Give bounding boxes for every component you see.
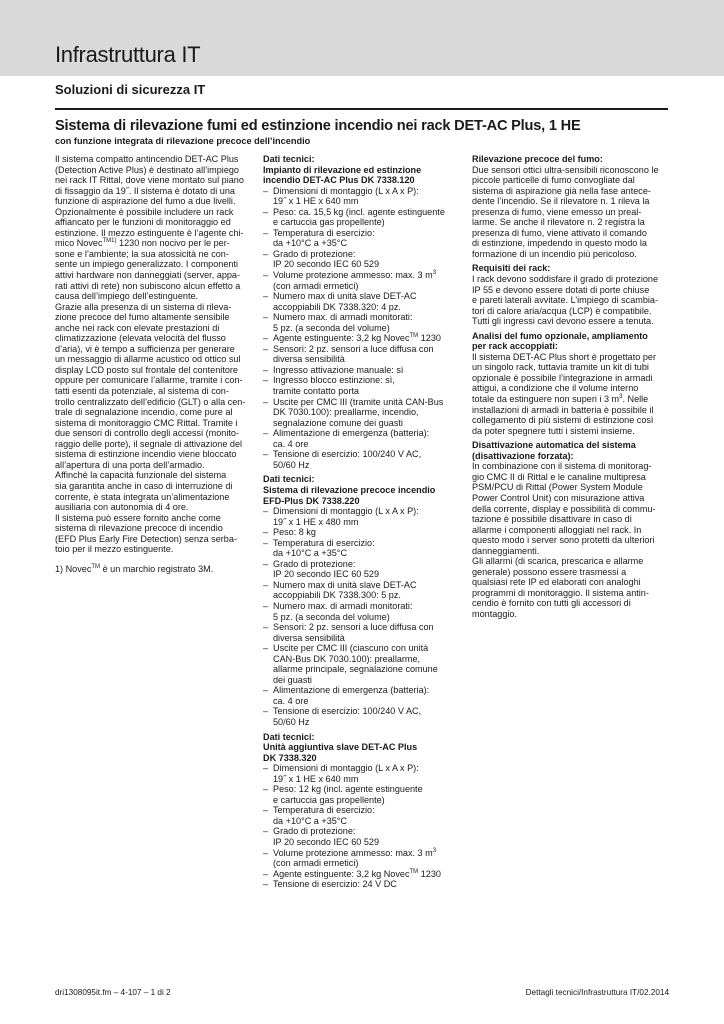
intro-line: (EFD Plus Early Fire Detection) senza serba- [55,533,237,544]
spec-item: – Dimensioni di montaggio (L x A x P): 19˝ x 1 HE x 640 mm [263,186,463,207]
spec-item: – Alimentazione di emergenza (batteria): ca. 4 ore [263,428,463,449]
feature-line: programmi di monitoraggio. Il sistema antin- [472,587,649,598]
spec-item: – Sensori: 2 pz. sensori a luce diffusa con diversa sensibilità [263,622,463,643]
column-intro [55,154,255,574]
intro-line: climatizzazione (elevata velocità del flusso [55,333,226,344]
feature-line: e pareti laterali avvitate. L’impiego di scambia- [472,295,659,306]
page-title: Infrastruttura IT [55,42,201,67]
column-features [472,154,672,620]
intro-line: Il sistema può essere fornito anche come [55,512,221,523]
spec-item: – Agente estinguente: 3,2 kg Novec™ 1230 [263,869,463,880]
spec-item: – Grado di protezione: IP 20 secondo IEC 60 529 [263,826,463,847]
spec-item: – Numero max di unità slave DET-AC accoppiabili DK 7338.320: 4 pz. [263,291,463,312]
feature-line: questo modo i server sono protetti da ulteriori [472,535,655,546]
feature-line: PSM/PCU di Rittal (Power System Module [472,482,643,493]
spec-item: – Grado di protezione: IP 20 secondo IEC 60 529 [263,249,463,270]
feature-line: dente l’incendio. Se il rilevatore n. 1 rileva la [472,196,650,207]
intro-line: oppure per comunicare l’allarme, tramite i con- [55,375,243,386]
feature-line: Power Control Unit) con misurazione attiva [472,492,645,503]
spec-item: – Tensione di esercizio: 100/240 V AC, 50/60 Hz [263,706,463,727]
spec-item: – Ingresso blocco estinzione: sì, tramite contatto porta [263,375,463,396]
footer-document-info: Dettagli tecnici/Infrastruttura IT/02.2014 [525,988,669,997]
intro-line: Affinché la capacità funzionale del sistema [55,470,227,481]
spec-item: – Volume protezione ammesso: max. 3 $m^3$ (con armadi ermetici) [263,848,463,869]
feature-heading: Rilevazione precoce del fumo: [472,154,603,164]
feature-line: presenza di fumo, viene attivato il comando [472,227,647,238]
intro-line: sistema di estinzione incendio viene bloccato [55,449,237,460]
feature-line: formazione di un incendio più pericoloso. [472,248,637,259]
spec-item: – Numero max. di armadi monitorati: 5 pz. (a seconda del volume) [263,312,463,333]
feature-line: generale) possono essere trasmessi a [472,566,627,577]
spec-item: – Volume protezione ammesso: max. 3 $m^3$ (con armadi ermetici) [263,270,463,291]
spec-item: – Numero max di unità slave DET-AC accoppiabili DK 7338.300: 5 pz. [263,580,463,601]
feature-heading: Analisi del fumo opzionale, ampliamento [472,330,648,341]
intro-line: toio per il mezzo estinguente. [55,544,174,555]
spec-item: – Dimensioni di montaggio (L x A x P): 19˝ x 1 HE x 640 mm [263,763,463,784]
spec-block-title: Sistema di rilevazione precoce incendio [263,484,436,495]
feature-line: I rack devono soddisfare il grado di protezione [472,274,659,285]
feature-line: tori di calore aria/acqua (LCP) è compatibile. [472,305,652,316]
intro-line: Grazie alla presenza di un sistema di rileva- [55,301,232,312]
spec-block-label: Dati tecnici: [263,731,315,742]
feature-line: piccole particelle di fumo convogliate dal [472,175,635,186]
intro-line: un messaggio di allarme acustico od ottico sul [55,354,241,365]
feature-line: qualsiasi rete IP ed elaborati con analoghi [472,577,641,588]
feature-line: collegamento di più sistemi di estinzione così [472,415,654,426]
intro-line: sente un impiego generalizzato. I componenti [55,259,238,270]
spec-item: – Uscite per CMC III (tramite unità CAN-Bus DK 7030.100): preallarme, incendio, segnalazione comune dei guasti [263,397,463,429]
intro-line: sistema di monitoraggio CMC Rittal. Tramite i [55,417,238,428]
feature-line: larme. Se anche il rilevatore n. 2 registra la [472,217,645,228]
intro-line: display LCD posto sul frontale del contenitore [55,364,238,375]
spec-item: – Sensori: 2 pz. sensori a luce diffusa con diversa sensibilità [263,344,463,365]
intro-line: affiancato per le funzioni di monitoraggio ed [55,217,231,228]
divider [55,108,668,110]
spec-block-title: DK 7338.320 [263,752,317,763]
intro-line: Opzionalmente è possibile includere un rack [55,206,234,217]
feature-line: sistema di aspirazione già nella fase antece- [472,185,651,196]
intro-line: raggio delle porte), il segnale di attivazione del [55,438,243,449]
feature-line: della corrente, display e possibilità di commu- [472,503,656,514]
spec-block-title: EFD-Plus DK 7338.220 [263,495,360,506]
spec-item: – Tensione di esercizio: 100/240 V AC, 50/60 Hz [263,449,463,470]
column-technical-data [263,154,463,890]
footnote: 1) Novec™ è un marchio registrato 3M. [55,563,214,574]
feature-line: totale da estinguere non superi i 3 $m^3$. Nelle [472,394,649,405]
intro-line: causa dell’impiego dell’estinguente. [55,291,199,302]
intro-line: estinzione. Il mezzo estinguente è l’agente chi- [55,227,244,238]
feature-heading: Disattivazione automatica del sistema [472,440,636,451]
intro-line: sistema di rilevazione precoce di incendio [55,523,223,534]
spec-list [263,506,463,727]
feature-line: presenza di fumo, viene emesso un preal- [472,206,642,217]
feature-line: da poter spegnere tutti i sistemi insieme. [472,425,635,436]
feature-line: In combinazione con il sistema di monitorag- [472,461,652,472]
intro-line: (Detection Active Plus) è destinato all’impiego [55,164,239,175]
spec-item: – Peso: 12 kg (incl. agente estinguente e cartuccia gas propellente) [263,784,463,805]
feature-line: allarme i componenti alloggiati nel rack. In [472,524,642,535]
feature-line: Tutti gli ingressi cavi devono essere a tenuta. [472,316,654,327]
spec-block-title: Impianto di rilevazione ed estinzione [263,164,422,175]
intro-line: d’aria), vi è tempo a sufficienza per generare [55,343,235,354]
feature-line: installazioni di armadi in batteria è possibile il [472,404,654,415]
intro-line: di fissaggio da 19˝. Il sistema è dotato di una [55,185,235,196]
spec-item: – Alimentazione di emergenza (batteria): ca. 4 ore [263,685,463,706]
spec-item: – Temperatura di esercizio: da +10°C a +35°C [263,538,463,559]
intro-line: due sensori di controllo degli accessi (monito- [55,428,239,439]
intro-line: funzione di aspirazione del fumo a due livelli. [55,196,236,207]
intro-line: sone e l’ambiente; la sua atossicità ne con- [55,248,229,259]
feature-heading: Requisiti dei rack: [472,263,551,274]
feature-line: IP 55 e devono essere dotati di porte chiuse [472,284,650,295]
spec-item: – Peso: 8 kg [263,527,463,538]
intro-line: nei rack IT Rittal, dove viene montato sul piano [55,175,244,186]
feature-heading: (disattivazione forzata): [472,450,574,461]
spec-item: – Temperatura di esercizio: da +10°C a +35°C [263,228,463,249]
spec-item: – Agente estinguente: 3,2 kg Novec™ 1230 [263,333,463,344]
article-heading: Sistema di rilevazione fumi ed estinzione incendio nei rack DET-AC Plus, 1 HE [55,118,581,134]
intro-line: mico Novec$^{TM1)}$ 1230 non nocivo per le per- [55,238,230,249]
feature-line: gio CMC II di Rittal e le canaline multipresa [472,471,646,482]
feature-line: di estinzione, impedendo in questo modo la [472,238,647,249]
spec-block-title: incendio DET-AC Plus DK 7338.120 [263,175,415,186]
intro-line: Il sistema compatto antincendio DET-AC Plus [55,154,239,164]
section-title: Soluzioni di sicurezza IT [55,82,206,97]
intro-line: anche nei rack con elevate prestazioni di [55,322,220,333]
feature-line: Il sistema DET-AC Plus short è progettato per [472,351,656,362]
feature-line: danneggiamenti. [472,545,540,556]
spec-item: – Dimensioni di montaggio (L x A x P): 19˝ x 1 HE x 480 mm [263,506,463,527]
feature-line: un singolo rack, tuttavia tramite un kit di tubi [472,362,649,373]
intro-line: corrente, è stata integrata un’alimentazione [55,491,230,502]
spec-list [263,186,463,471]
intro-line: trale di segnalazione incendio, come pure al [55,407,233,418]
spec-item: – Numero max. di armadi monitorati: 5 pz. (a seconda del volume) [263,601,463,622]
footer-file-reference: dri1308095it.fm – 4-107 – 1 di 2 [55,988,171,997]
feature-heading: per rack accoppiati: [472,341,558,352]
intro-line: rati attivi di rete) non subiscono alcun effetto a [55,280,241,291]
spec-item: – Peso: ca. 15,5 kg (incl. agente estinguente e cartuccia gas propellente) [263,207,463,228]
spec-block-label: Dati tecnici: [263,154,315,164]
spec-item: – Ingresso attivazione manuale: sì [263,365,463,376]
intro-line: attivi hardware non danneggiati (server, appa- [55,270,241,281]
spacer [55,555,255,559]
intro-line: sia garantita anche in caso di interruzione di [55,480,233,491]
feature-line: cendio è fornito con tutti gli accessori di [472,598,631,609]
spec-block-label: Dati tecnici: [263,474,315,485]
intro-line: zione precoce del fumo altamente sensibile [55,312,230,323]
feature-line: montaggio. [472,608,517,619]
spec-item: – Grado di protezione: IP 20 secondo IEC 60 529 [263,559,463,580]
intro-line: all’apertura di una porta dell’armadio. [55,459,205,470]
feature-line: Gli allarmi (di scarica, prescarica e allarme [472,556,644,567]
spec-list [263,763,463,890]
spec-item: – Temperatura di esercizio: da +10°C a +35°C [263,805,463,826]
feature-line: opzionale è possibile l’integrazione in armadi [472,372,653,383]
feature-line: attigui, a condizione che il volume interno [472,383,639,394]
intro-line: ausiliaria con autonomia di 4 ore. [55,502,189,513]
intro-line: trollo centralizzato dell’edificio (GLT) o alla cen- [55,396,246,407]
feature-line: tazione è possibile disattivare in caso di [472,514,632,525]
article-subheading: con funzione integrata di rilevazione precoce dell’incendio [55,136,311,146]
spec-item: – Tensione di esercizio: 24 V DC [263,879,463,890]
spec-block-title: Unità aggiuntiva slave DET-AC Plus [263,742,418,753]
feature-line: Due sensori ottici ultra-sensibili riconoscono le [472,164,659,175]
spec-item: – Uscite per CMC III (ciascuno con unità CAN-Bus DK 7030.100): preallarme, allarme principale, segnalazione comune dei guasti [263,643,463,685]
intro-line: tatti esenti da potenziale, al sistema di con- [55,386,229,397]
